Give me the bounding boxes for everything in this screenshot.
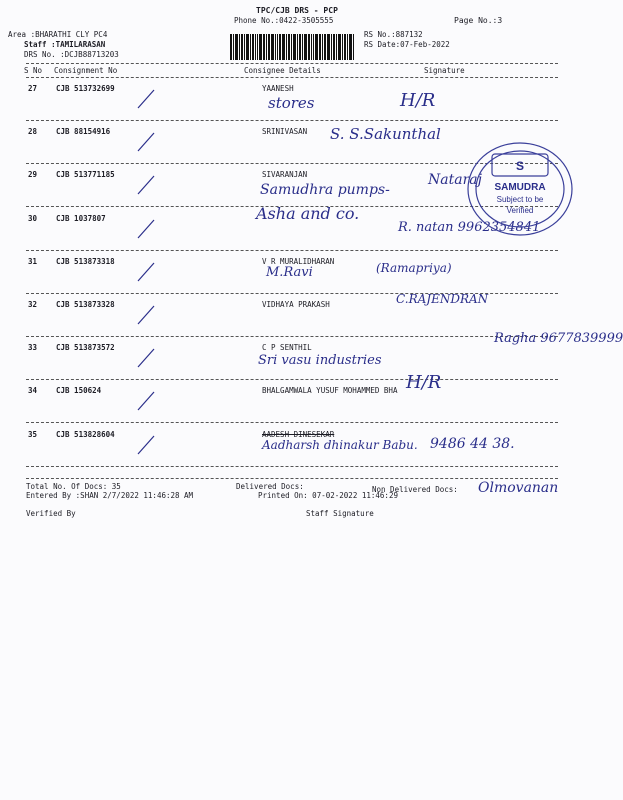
row-handwritten-signature: H/R	[406, 372, 442, 393]
row-serial-number: 35	[28, 430, 38, 439]
row-consignee-name: SIVARANJAN	[262, 170, 308, 179]
row-tick-mark	[136, 174, 156, 196]
row-consignee-name: AADESH DINESEKAR	[262, 430, 335, 439]
row-tick-mark	[136, 390, 156, 412]
row-consignee-name: C P SENTHIL	[262, 343, 312, 352]
row-handwritten-signature: H/R	[400, 90, 436, 111]
non-delivered-docs: Non Delivered Docs:	[372, 485, 458, 494]
row-handwritten-signature: 9486 44 38.	[430, 436, 515, 452]
column-header-signature: Signature	[424, 66, 465, 75]
area-label: Area :BHARATHI CLY PC4	[8, 30, 108, 39]
stamp-line-2: Verified	[506, 206, 534, 215]
staff-signature-label: Staff Signature	[306, 509, 374, 518]
row-handwritten-signature: Ragha 9677839999	[494, 331, 623, 346]
row-handwritten-signature: Nataraj	[428, 172, 482, 188]
stamp-brand: SAMUDRA	[494, 182, 546, 193]
staff-label: Staff :TAMILARASAN	[24, 40, 106, 49]
row-serial-number: 33	[28, 343, 38, 352]
row-handwritten-consignee: S. S.Sakunthal	[330, 125, 441, 143]
row-consignee-name: VIDHAYA PRAKASH	[262, 300, 330, 309]
row-tick-mark	[136, 261, 156, 283]
company-stamp	[460, 134, 580, 244]
row-tick-mark	[136, 88, 156, 110]
row-consignment-number: CJB 513873318	[56, 257, 115, 266]
row-handwritten-consignee: Samudhra pumps-	[260, 182, 390, 198]
row-divider	[26, 379, 558, 380]
column-header-consignment: Consignment No	[54, 66, 118, 75]
row-consignment-number: CJB 513771185	[56, 170, 115, 179]
row-handwritten-consignee: Asha and co.	[256, 204, 360, 223]
row-tick-mark	[136, 218, 156, 240]
row-serial-number: 31	[28, 257, 38, 266]
row-handwritten-signature: R. natan 9962354841	[398, 220, 541, 235]
row-serial-number: 27	[28, 84, 38, 93]
row-handwritten-consignee: Aadharsh dhinakur Babu.	[262, 438, 418, 452]
row-handwritten-consignee: stores	[268, 94, 315, 112]
row-tick-mark	[136, 131, 156, 153]
stamp-line-1: Subject to be	[496, 195, 544, 204]
footer-handwritten-signature: Olmovanan	[478, 480, 559, 496]
row-handwritten-signature: (Ramapriya)	[376, 261, 452, 275]
row-consignment-number: CJB 513828604	[56, 430, 115, 439]
delivered-docs: Delivered Docs:	[236, 482, 304, 491]
row-serial-number: 28	[28, 127, 38, 136]
row-tick-mark	[136, 304, 156, 326]
header-divider-top	[26, 63, 558, 64]
row-divider	[26, 250, 558, 251]
row-consignee-name: SRINIVASAN	[262, 127, 308, 136]
row-consignee-name: YAANESH	[262, 84, 294, 93]
row-serial-number: 32	[28, 300, 38, 309]
row-serial-number: 30	[28, 214, 38, 223]
report-title: TPC/CJB DRS - PCP	[256, 6, 338, 15]
barcode-image	[230, 34, 354, 60]
row-divider	[26, 120, 558, 121]
row-handwritten-consignee: Sri vasu industries	[258, 353, 382, 368]
row-tick-mark	[136, 347, 156, 369]
phone-number: Phone No.:0422-3505555	[234, 16, 334, 25]
row-consignment-number: CJB 1037807	[56, 214, 106, 223]
row-consignment-number: CJB 513732699	[56, 84, 115, 93]
row-serial-number: 34	[28, 386, 38, 395]
column-header-consignee: Consignee Details	[244, 66, 321, 75]
footer-divider	[26, 478, 558, 479]
row-consignment-number: CJB 88154916	[56, 127, 111, 136]
row-handwritten-consignee: M.Ravi	[266, 265, 313, 280]
total-docs: Total No. Of Docs: 35	[26, 482, 121, 491]
drs-number: DRS No. :DCJB88713203	[24, 50, 119, 59]
row-consignee-name: BHALGAMWALA YUSUF MOHAMMED BHA	[262, 386, 398, 395]
verified-by-label: Verified By	[26, 509, 76, 518]
row-tick-mark	[136, 434, 156, 456]
row-divider	[26, 466, 558, 467]
header-divider-bottom	[26, 77, 558, 78]
row-consignee-name: V R MURALIDHARAN	[262, 257, 335, 266]
row-handwritten-signature: C.RAJENDRAN	[396, 292, 489, 306]
row-consignment-number: CJB 513873328	[56, 300, 115, 309]
svg-text:S: S	[515, 159, 525, 173]
row-consignment-number: CJB 513873572	[56, 343, 115, 352]
rs-number: RS No.:887132	[364, 30, 423, 39]
entered-by: Entered By :SHAN 2/7/2022 11:46:28 AM	[26, 491, 194, 500]
row-consignment-number: CJB 150624	[56, 386, 102, 395]
rs-date: RS Date:07-Feb-2022	[364, 40, 450, 49]
column-header-sno: S No	[24, 66, 43, 75]
row-divider	[26, 336, 558, 337]
printed-on: Printed On: 07-02-2022 11:46:29	[258, 491, 398, 500]
page-number: Page No.:3	[454, 16, 503, 25]
row-divider	[26, 422, 558, 423]
row-serial-number: 29	[28, 170, 38, 179]
